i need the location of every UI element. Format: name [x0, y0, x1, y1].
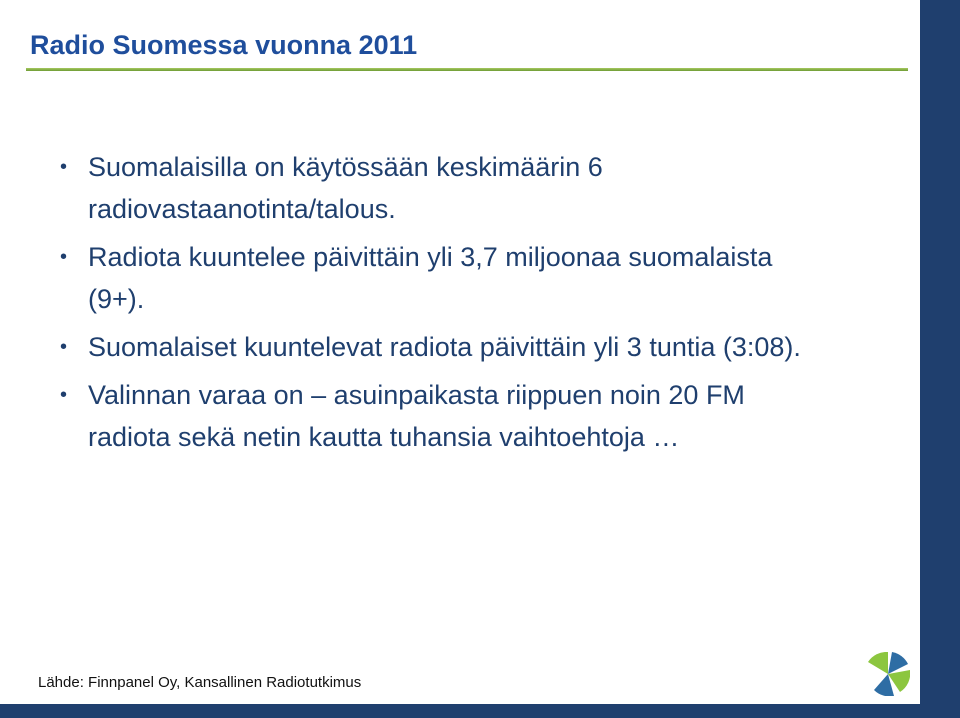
bullet-text: Valinnan varaa on – asuinpaikasta riippuen noin 20 FM radiota sekä netin kautta tuhansia vaihtoehtoja …: [88, 380, 745, 452]
bullet-marker: •: [60, 246, 68, 268]
bullet-text: Radiota kuuntelee päivittäin yli 3,7 miljoonaa suomalaista (9+).: [88, 242, 773, 314]
bullet-item: [58, 236, 818, 320]
bullet-text: Suomalaisilla on käytössään keskimäärin 6 radiovastaanotinta/talous.: [88, 152, 603, 224]
bullet-list: [58, 146, 818, 464]
bullet-marker: •: [60, 156, 68, 178]
title-underline: [26, 68, 908, 71]
bullet-marker: •: [60, 384, 68, 406]
logo-segment: [888, 652, 908, 674]
bullet-item: [58, 146, 818, 230]
bullet-text: Suomalaiset kuuntelevat radiota päivittäin yli 3 tuntia (3:08).: [88, 332, 801, 362]
slide-title: Radio Suomessa vuonna 2011: [30, 30, 418, 60]
leaf-logo-icon: [866, 652, 910, 696]
source-note: Lähde: Finnpanel Oy, Kansallinen Radiotutkimus: [38, 674, 362, 691]
bullet-item: [58, 374, 818, 458]
bottom-accent-band: [0, 704, 960, 718]
logo-segment: [868, 652, 888, 674]
bullet-item: [58, 326, 818, 368]
bullet-marker: •: [60, 336, 68, 358]
right-accent-bar: [920, 0, 960, 718]
